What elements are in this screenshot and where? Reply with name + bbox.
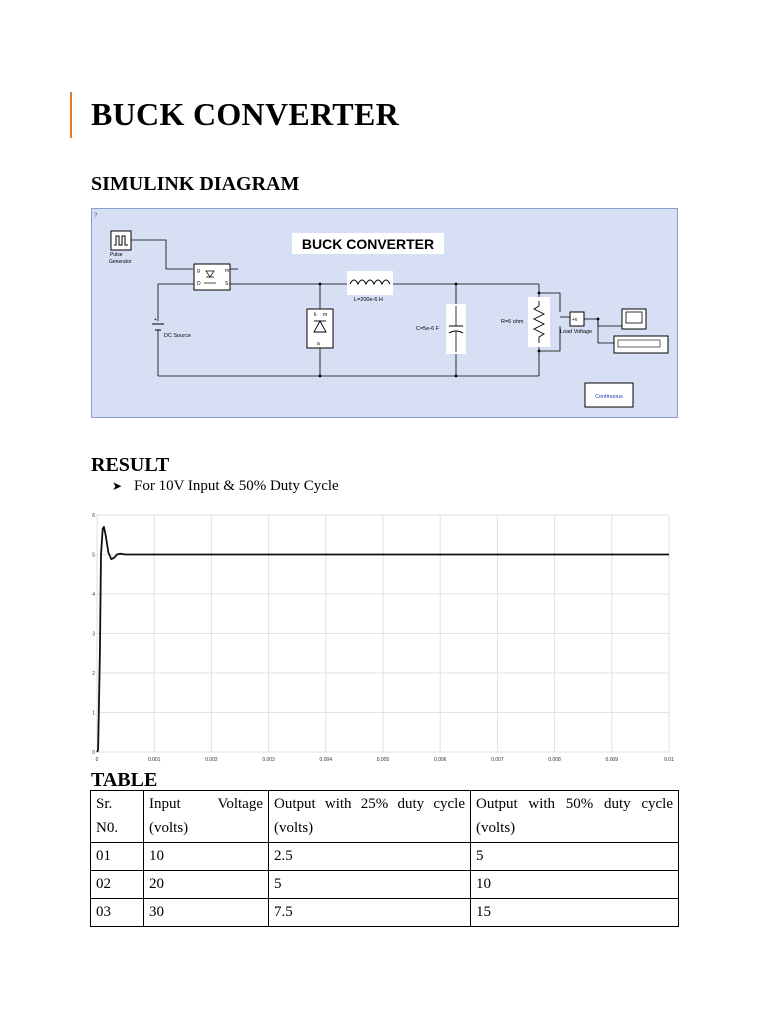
table-cell: 5	[269, 871, 471, 899]
gate-signal-wire	[131, 240, 193, 269]
table-row	[91, 899, 679, 927]
x-tick-label: 0.002	[205, 757, 218, 763]
capacitor-block[interactable]	[446, 304, 466, 354]
svg-text:m: m	[225, 268, 230, 274]
model-title: BUCK CONVERTER	[301, 236, 435, 252]
x-tick-label: 0.006	[433, 757, 447, 763]
header-text: Output with 50% duty cycle	[476, 796, 673, 812]
scope-icon	[626, 312, 642, 323]
x-tick-label: 0	[95, 757, 99, 763]
capacitor-label: C=5e-6 F	[416, 326, 440, 332]
corner-mark: ?	[94, 213, 98, 219]
x-tick-label: 0.004	[319, 757, 333, 763]
header-text: (volts)	[274, 820, 314, 836]
table-cell: 02	[91, 871, 144, 899]
mosfet-block[interactable]	[194, 264, 230, 290]
svg-text:a: a	[317, 341, 320, 347]
result-bullet-text: For 10V Input & 50% Duty Cycle	[134, 478, 339, 494]
y-tick-label: 1	[92, 710, 95, 717]
x-tick-label: 0.001	[147, 757, 161, 763]
pulse-generator-block[interactable]	[111, 231, 131, 250]
table-cell: 03	[91, 899, 144, 927]
scope-block[interactable]	[622, 309, 646, 329]
table-cell: 20	[144, 871, 269, 899]
pulse-label-2: Generator	[109, 259, 132, 265]
x-tick-label: 0.008	[548, 757, 561, 763]
x-tick-label: 0.003	[262, 757, 275, 763]
y-tick-label: 0	[92, 750, 95, 756]
dc-source-label: DC Source	[164, 333, 191, 339]
header-text: (volts)	[476, 820, 516, 836]
header-cell-output-25	[269, 791, 471, 843]
resistor-block[interactable]	[528, 297, 550, 347]
display-block[interactable]	[614, 336, 668, 353]
output-voltage-plot	[88, 512, 672, 764]
pulse-label-1: Pulse	[110, 252, 123, 258]
simulink-canvas	[92, 209, 679, 419]
inductor-label: L=200e-6 H	[354, 297, 383, 303]
result-bullet	[112, 478, 339, 495]
svg-text:D: D	[197, 281, 201, 287]
inductor-block[interactable]	[347, 271, 393, 295]
header-text: Voltage	[217, 796, 263, 812]
table-heading: TABLE	[91, 769, 158, 791]
table-cell: 10	[144, 843, 269, 871]
svg-text:+v: +v	[572, 317, 578, 323]
result-heading: RESULT	[91, 454, 170, 476]
table-cell: 10	[471, 871, 679, 899]
plot-canvas	[88, 512, 672, 764]
powergui-block[interactable]	[585, 383, 633, 407]
diode-block[interactable]	[307, 309, 333, 348]
table-header-row	[91, 791, 679, 843]
sensor-label: Load Voltage	[560, 329, 593, 335]
table-cell: 01	[91, 843, 144, 871]
svg-text:+: +	[154, 317, 157, 323]
header-cell-input	[144, 791, 269, 843]
header-cell-sr	[91, 791, 144, 843]
simulink-heading: SIMULINK DIAGRAM	[91, 173, 300, 195]
x-tick-label: 0.009	[605, 757, 619, 763]
y-tick-label: 4	[92, 592, 95, 598]
y-tick-label: 2	[92, 671, 95, 677]
header-text: Input	[149, 796, 181, 812]
table-cell: 7.5	[269, 899, 471, 927]
title-accent-bar	[70, 92, 72, 138]
header-cell-output-50	[471, 791, 679, 843]
table-cell: 30	[144, 899, 269, 927]
powergui-label: Continuous	[595, 394, 623, 400]
x-tick-label: 0.005	[376, 757, 390, 763]
resistor-label: R=6 ohm	[501, 319, 524, 325]
header-text: Output with 25% duty cycle	[274, 796, 465, 812]
header-text: Sr.	[96, 796, 113, 812]
header-text: (volts)	[149, 820, 189, 836]
results-table	[90, 790, 679, 927]
table-row	[91, 843, 679, 871]
svg-text:g: g	[197, 268, 200, 274]
y-tick-label: 6	[92, 513, 95, 519]
arrow-bullet-icon: ➤	[112, 479, 123, 493]
svg-text:k: k	[314, 312, 317, 318]
voltage-sensor-block[interactable]	[570, 312, 584, 326]
table-cell: 15	[471, 899, 679, 927]
svg-text:m: m	[323, 312, 328, 318]
table-cell: 5	[471, 843, 679, 871]
table-row	[91, 871, 679, 899]
header-text: N0.	[96, 820, 119, 836]
x-tick-label: 0.007	[491, 757, 504, 763]
y-tick-label: 5	[92, 552, 95, 559]
simulink-diagram	[91, 208, 678, 418]
table-cell: 2.5	[269, 843, 471, 871]
page-title: BUCK CONVERTER	[91, 96, 399, 132]
y-tick-label: 3	[92, 631, 95, 638]
x-tick-label: 0.01	[664, 757, 674, 763]
svg-text:S: S	[225, 281, 229, 287]
